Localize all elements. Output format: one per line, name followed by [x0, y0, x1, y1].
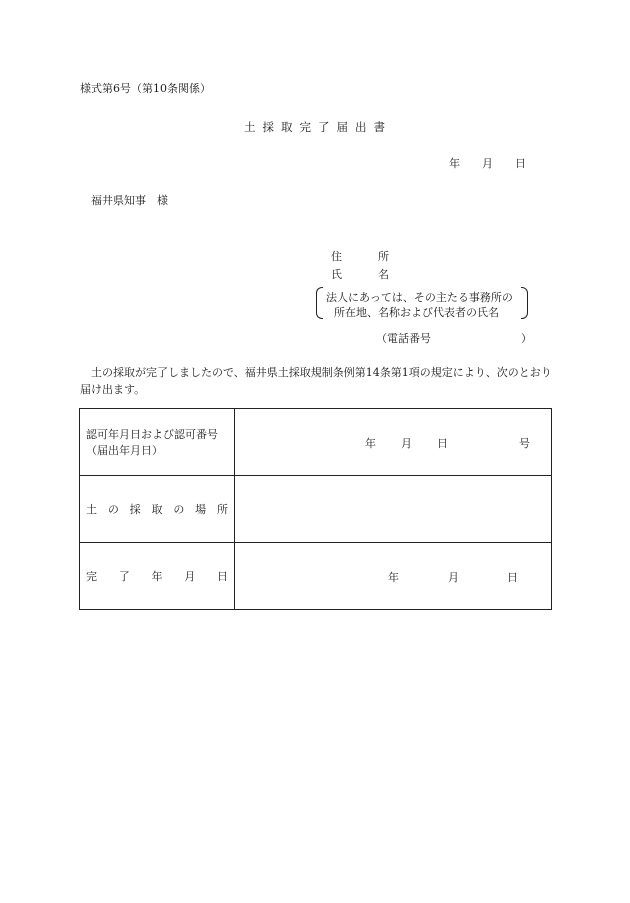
date-day-label: 日 — [515, 157, 526, 170]
name-label — [331, 266, 389, 282]
body-text: 土の採取が完了しましたので、福井県土採取規制条例第14条第1項の規定により、次のとおり届け出ます。 — [80, 366, 552, 396]
right-bracket — [521, 287, 528, 319]
corporation-note-line-1: 法人にあっては、その主たる事務所の — [326, 291, 513, 304]
completion-year-label: 年 — [388, 571, 399, 584]
phone-label: （電話番号 — [376, 332, 431, 345]
completion-label-char: 完 — [86, 570, 97, 583]
approval-value-cell[interactable] — [235, 409, 552, 476]
table-row-completion — [80, 543, 552, 610]
name-label-char-1: 氏 — [331, 268, 342, 281]
approval-year-label: 年 — [365, 437, 376, 450]
completion-date-label — [86, 568, 234, 584]
corporation-note-line-2: 所在地、名称および代表者の氏名 — [334, 306, 499, 319]
location-label-char: の — [107, 503, 119, 516]
completion-label-cell — [80, 543, 235, 610]
location-label-cell — [80, 476, 235, 543]
location-label-char: 取 — [151, 503, 163, 516]
form-number: 様式第6号（第10条関係） — [80, 82, 211, 95]
date-month-label: 月 — [482, 157, 493, 170]
date-line — [449, 155, 526, 171]
recipient: 福井県知事 様 — [91, 194, 168, 207]
date-year-label: 年 — [449, 157, 460, 170]
location-label-char: の — [173, 503, 185, 516]
approval-day-label: 日 — [437, 437, 448, 450]
approval-label-cell — [80, 409, 235, 476]
address-label — [331, 248, 389, 264]
completion-label-char: 日 — [217, 570, 228, 583]
approval-label-line-1: 認可年月日および認可番号 — [86, 428, 218, 441]
completion-label-char: 月 — [184, 570, 196, 583]
completion-value-cell[interactable] — [235, 543, 552, 610]
table-row-approval — [80, 409, 552, 476]
approval-number-label: 号 — [519, 437, 530, 450]
report-table — [79, 408, 552, 610]
completion-label-char: 年 — [151, 570, 163, 583]
table-row-location — [80, 476, 552, 543]
corporation-note — [316, 287, 528, 321]
completion-month-label: 月 — [448, 571, 459, 584]
location-label-char: 土 — [86, 503, 97, 516]
approval-label-line-2: （届出年月日） — [86, 444, 163, 457]
completion-day-label: 日 — [507, 571, 518, 584]
completion-label-char: 了 — [118, 570, 130, 583]
left-bracket — [316, 287, 323, 319]
approval-month-label: 月 — [401, 437, 412, 450]
phone-close-paren: ） — [521, 332, 532, 345]
address-label-char-2: 所 — [378, 250, 389, 263]
location-value-cell[interactable] — [235, 476, 552, 543]
location-label-char: 採 — [129, 503, 141, 516]
name-label-char-2: 名 — [378, 268, 389, 281]
address-label-char-1: 住 — [331, 250, 342, 263]
location-label — [86, 501, 234, 517]
location-label-char: 所 — [216, 503, 228, 516]
location-label-char: 場 — [195, 503, 207, 516]
document-title: 土採取完了届出書 — [244, 120, 392, 134]
